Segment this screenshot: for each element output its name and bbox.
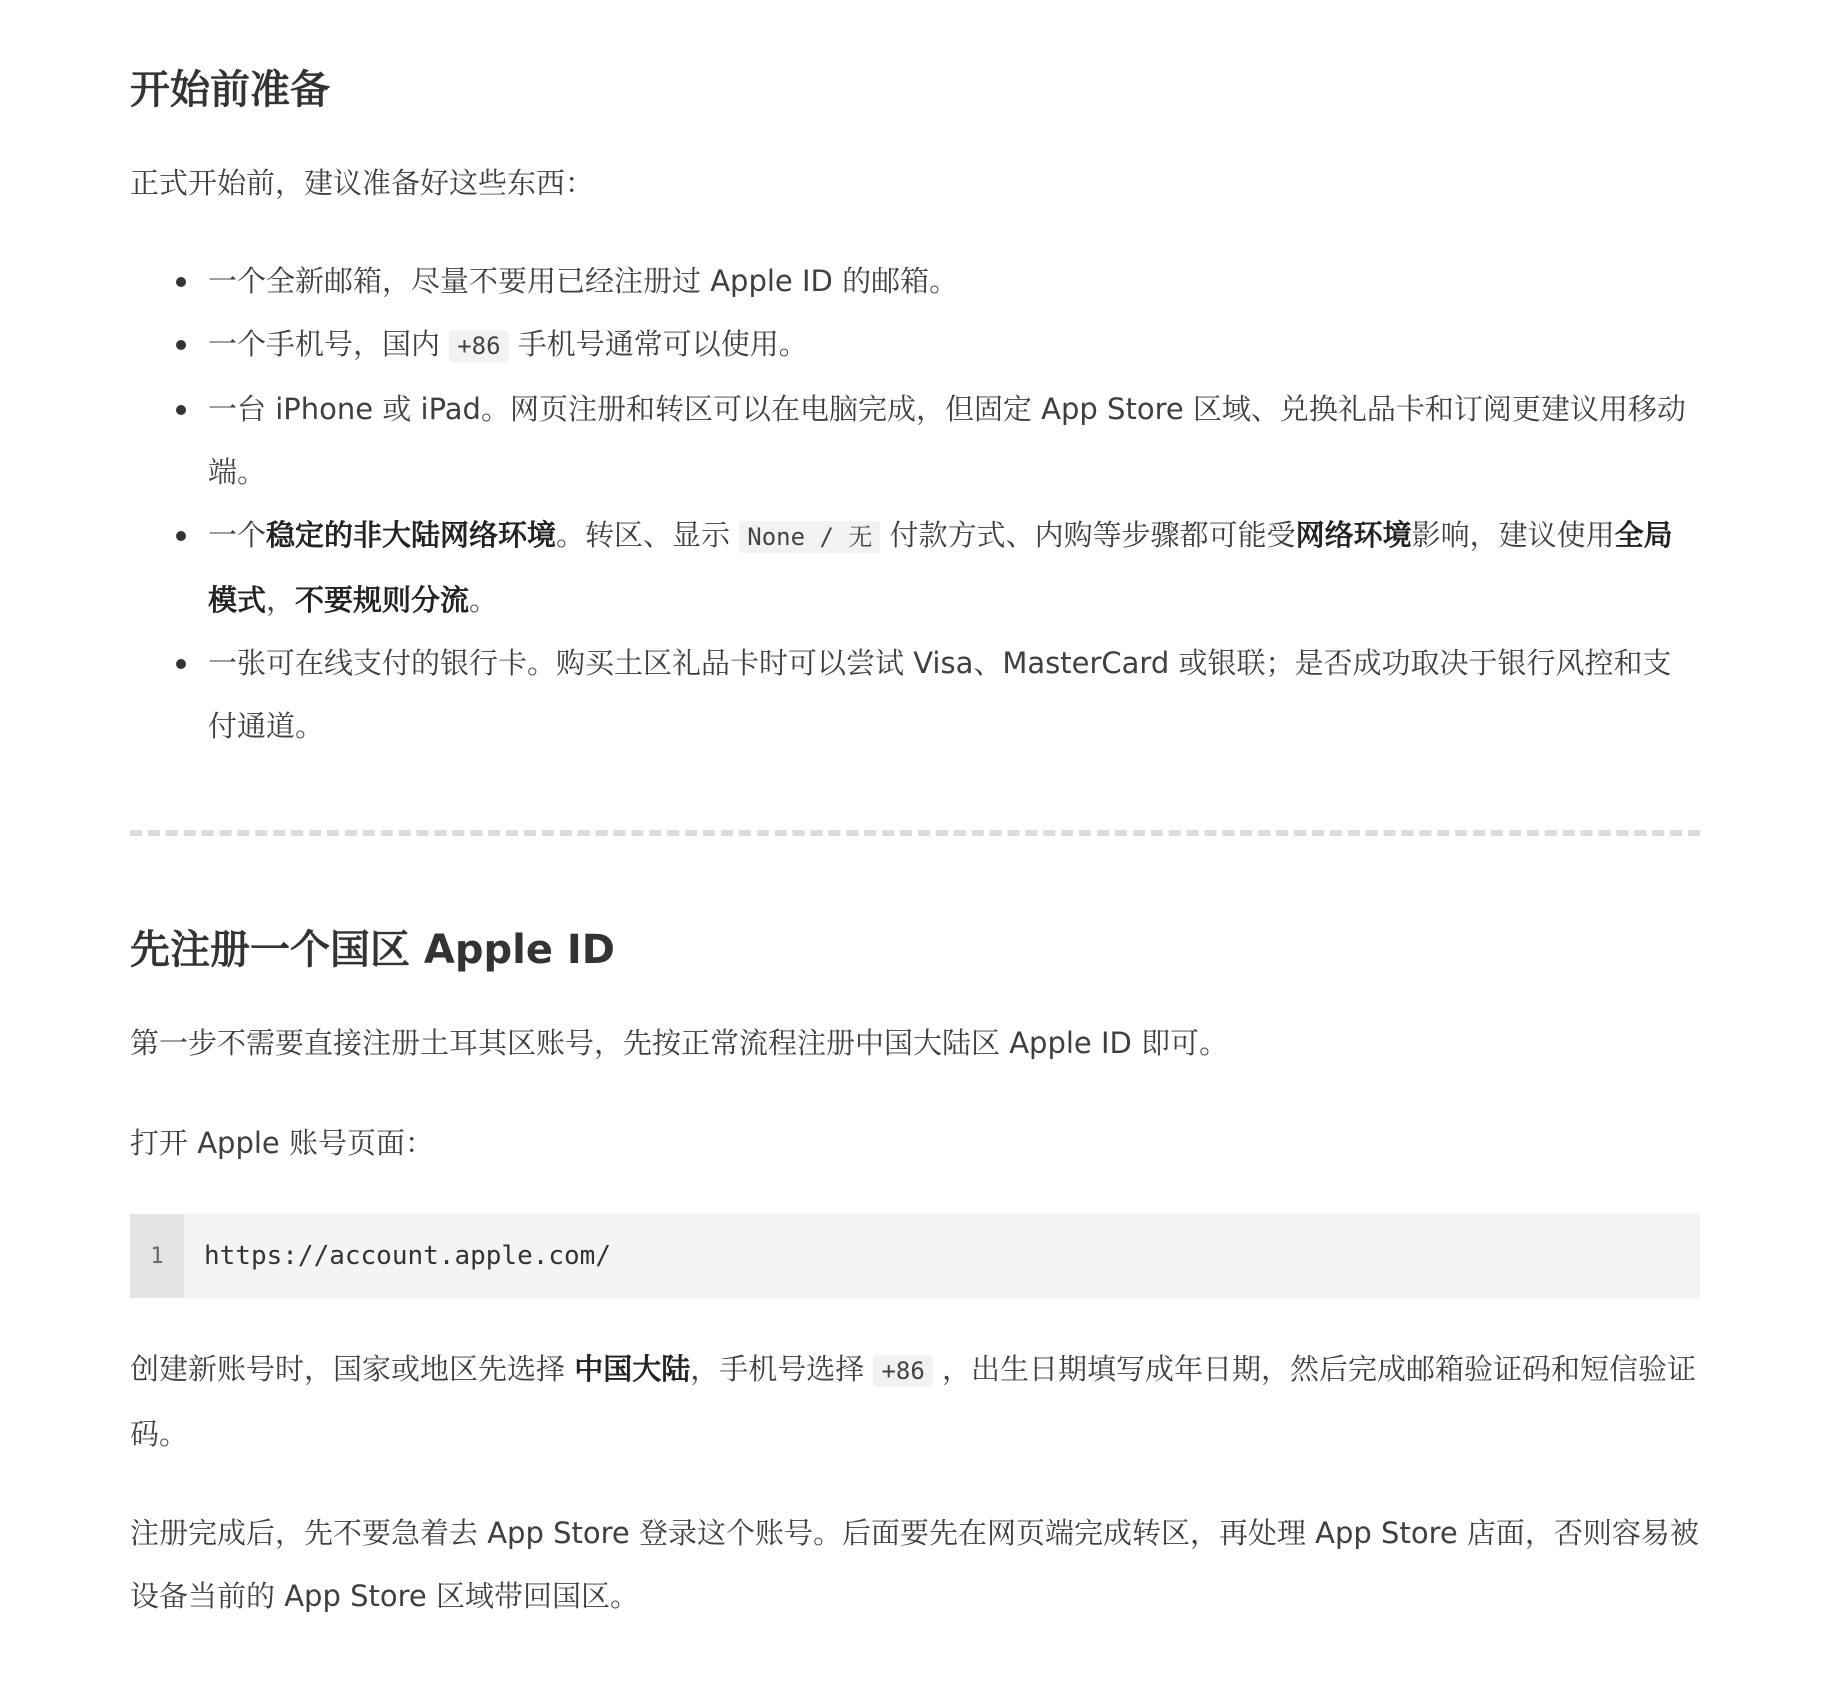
code-line-number: 1 [130, 1214, 184, 1298]
code-block [130, 1214, 1700, 1298]
prep-intro-text: 正式开始前，建议准备好这些东西： [130, 166, 595, 200]
bold-text: 全局模式 [208, 518, 1673, 617]
register-step1-text: 第一步不需要直接注册土耳其区账号，先按正常流程注册中国大陆区 Apple ID 即可。 [130, 1026, 1229, 1060]
prep-list [130, 250, 1700, 758]
list-item-text: 一个手机号，国内 [208, 327, 450, 361]
section-title-prep: 开始前准备 [130, 67, 330, 113]
register-open-text: 打开 Apple 账号页面： [130, 1126, 434, 1160]
list-item-text: 一张可在线支付的银行卡。购买土区礼品卡时可以尝试 Visa、MasterCard 或银联；是否成功取决于银行风控和支付通道。 [208, 646, 1672, 743]
list-item-text: 一个全新邮箱，尽量不要用已经注册过 Apple ID 的邮箱。 [208, 264, 959, 298]
inline-code: +86 [449, 330, 508, 362]
bold-text: 不要规则分流 [295, 583, 470, 617]
register-after-text: 注册完成后，先不要急着去 App Store 登录这个账号。后面要先在网页端完成转区，再处理 App Store 店面，否则容易被设备当前的 App Store 区域带回国区。 [130, 1516, 1699, 1613]
list-item-text: 。 [469, 583, 499, 617]
section-divider [130, 830, 1700, 836]
paragraph-text: ，手机号选择 [690, 1352, 874, 1386]
list-item [130, 250, 1700, 313]
list-item-text: ， [266, 583, 296, 617]
list-item [130, 504, 1700, 632]
code-line-url[interactable]: https://account.apple.com/ [204, 1241, 611, 1271]
list-item [130, 632, 1700, 758]
list-item [130, 313, 1700, 378]
bold-text: 中国大陆 [574, 1352, 691, 1386]
bold-text: 稳定的非大陆网络环境 [266, 518, 557, 552]
list-item-text: 。转区、显示 [556, 518, 740, 552]
list-item-text: 影响，建议使用 [1411, 518, 1615, 552]
inline-code: +86 [873, 1355, 932, 1387]
list-item-text: 手机号通常可以使用。 [508, 327, 808, 361]
list-item-text: 一台 iPhone 或 iPad。网页注册和转区可以在电脑完成，但固定 App Store 区域、兑换礼品卡和订阅更建议用移动端。 [208, 392, 1686, 489]
inline-code: None / 无 [739, 521, 880, 553]
section-title-register: 先注册一个国区 Apple ID [130, 927, 615, 973]
list-item-text: 一个 [208, 518, 267, 552]
list-item [130, 378, 1700, 504]
list-item-text: 付款方式、内购等步骤都可能受 [880, 518, 1296, 552]
bold-text: 网络环境 [1295, 518, 1412, 552]
register-create-text [130, 1338, 1700, 1466]
paragraph-text: ，出生日期填写成年日期，然后完成邮箱验证码和短信验证码。 [130, 1352, 1697, 1451]
paragraph-text: 创建新账号时，国家或地区先选择 [130, 1352, 575, 1386]
